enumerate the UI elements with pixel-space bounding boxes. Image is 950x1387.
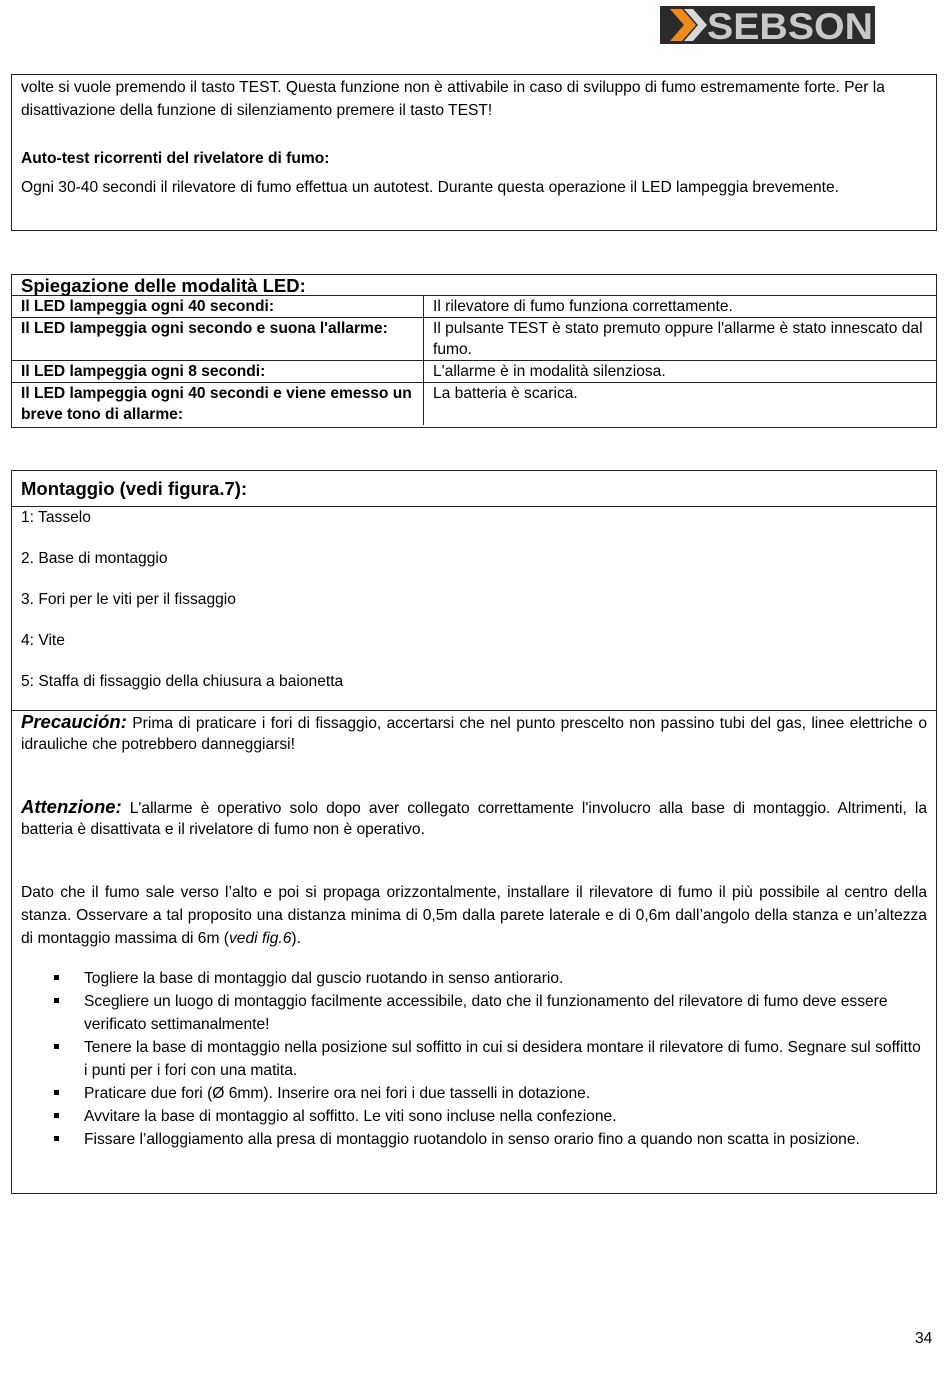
- page-number: 34: [915, 1330, 933, 1347]
- list-item: [21, 1105, 927, 1128]
- led-mode-cell: Il LED lampeggia ogni 8 secondi:: [12, 361, 424, 383]
- mounting-body: [12, 711, 936, 1151]
- list-item: [21, 1082, 927, 1105]
- led-meaning-cell: La batteria è scarica.: [433, 385, 578, 402]
- led-modes-table: [11, 274, 937, 428]
- list-item: [21, 1036, 927, 1082]
- step-text: Togliere la base di montaggio dal guscio ruotando in senso antiorario.: [84, 970, 564, 987]
- smoke-autotest-section: [11, 74, 937, 231]
- led-mode-cell: Il LED lampeggia ogni 40 secondi e viene emesso un breve tono di allarme:: [12, 383, 424, 426]
- step-text: Tenere la base di montaggio nella posizione sul soffitto in cui si desidera montare il rilevatore di fumo. Segnare sul soffitto i punti per i fori con una matita.: [84, 1039, 921, 1079]
- mounting-section: [11, 470, 937, 1194]
- list-item: [21, 1128, 927, 1151]
- bullet-icon: [54, 975, 59, 980]
- led-table-grid: [12, 296, 936, 425]
- list-item: [21, 990, 927, 1036]
- bullet-icon: [54, 1113, 59, 1118]
- led-meaning-cell: Il pulsante TEST è stato premuto oppure l'allarme è stato innescato dal fumo.: [424, 318, 937, 361]
- mounting-steps-list: [21, 967, 927, 1151]
- autotest-heading: Auto-test ricorrenti del rivelatore di fumo:: [21, 150, 330, 167]
- silence-paragraph: volte si vuole premendo il tasto TEST. Questa funzione non è attivabile in caso di sviluppo di fumo estremamente forte. Per la disattivazione della funzione di silenziamento premere il tasto TEST!: [21, 79, 885, 119]
- list-item: 1: Tasselo: [21, 509, 91, 526]
- led-mode-cell: Il LED lampeggia ogni 40 secondi:: [12, 296, 424, 318]
- table-row: [12, 318, 936, 361]
- table-row: [12, 383, 936, 426]
- placement-figure-ref: vedi fig.6: [229, 930, 292, 947]
- bullet-icon: [54, 998, 59, 1003]
- caution-text: Prima di praticare i fori di fissaggio, accertarsi che nel punto prescelto non passino tubi del gas, linee elettriche o idrauliche che potrebbero danneggiarsi!: [21, 715, 927, 753]
- step-text: Avvitare la base di montaggio al soffitto. Le viti sono incluse nella confezione.: [84, 1108, 617, 1125]
- list-item: 5: Staffa di fissaggio della chiusura a baionetta: [21, 673, 344, 690]
- list-item: 3. Fori per le viti per il fissaggio: [21, 591, 236, 608]
- caution-paragraph: [21, 711, 927, 755]
- bullet-icon: [54, 1136, 59, 1141]
- attention-text: L'allarme è operativo solo dopo aver collegato correttamente l'involucro alla base di montaggio. Altrimenti, la batteria è disattivata e il rivelatore di fumo non è operativo.: [21, 800, 927, 838]
- mounting-title: Montaggio (vedi figura.7):: [12, 471, 936, 507]
- led-meaning-cell: L'allarme è in modalità silenziosa.: [424, 361, 937, 383]
- autotest-paragraph: Ogni 30-40 secondi il rilevatore di fumo effettua un autotest. Durante questa operazione il LED lampeggia brevemente.: [21, 179, 840, 196]
- step-text: Fissare l’alloggiamento alla presa di montaggio ruotandolo in senso orario fino a quando non scatta in posizione.: [84, 1131, 860, 1148]
- attention-paragraph: [21, 796, 927, 840]
- bullet-icon: [54, 1090, 59, 1095]
- bullet-icon: [54, 1044, 59, 1049]
- placement-paragraph: [21, 881, 927, 950]
- attention-label: Attenzione:: [21, 796, 122, 817]
- sebson-logo: [660, 6, 875, 44]
- table-row: [12, 361, 936, 383]
- step-text: Praticare due fori (Ø 6mm). Inserire ora nei fori i due tasselli in dotazione.: [84, 1085, 591, 1102]
- step-text: Scegliere un luogo di montaggio facilmente accessibile, dato che il funzionamento del rilevatore di fumo deve essere verificato settimanalmente!: [84, 993, 888, 1033]
- led-mode-cell: Il LED lampeggia ogni secondo e suona l'allarme:: [12, 318, 424, 361]
- led-meaning-cell: Il rilevatore di fumo funziona correttamente.: [424, 296, 937, 318]
- sebson-logo-graphic: [660, 6, 875, 44]
- list-item: [21, 967, 927, 990]
- placement-end: ).: [291, 930, 301, 947]
- logo-text: SEBSON: [707, 6, 873, 44]
- list-item: 4: Vite: [21, 632, 65, 649]
- led-table-title: Spiegazione delle modalità LED:: [12, 275, 936, 296]
- mounting-parts-list: [12, 507, 936, 711]
- table-row: [12, 296, 936, 318]
- placement-text: Dato che il fumo sale verso l’alto e poi si propaga orizzontalmente, installare il rilevatore di fumo il più possibile al centro della stanza. Osservare a tal proposito una distanza minima di 0,5m dalla parete laterale e di 0,6m dall’angolo della stanza e un’altezza di montaggio massima di 6m (: [21, 884, 927, 947]
- caution-label: Precaución:: [21, 711, 127, 732]
- list-item: 2. Base di montaggio: [21, 550, 168, 567]
